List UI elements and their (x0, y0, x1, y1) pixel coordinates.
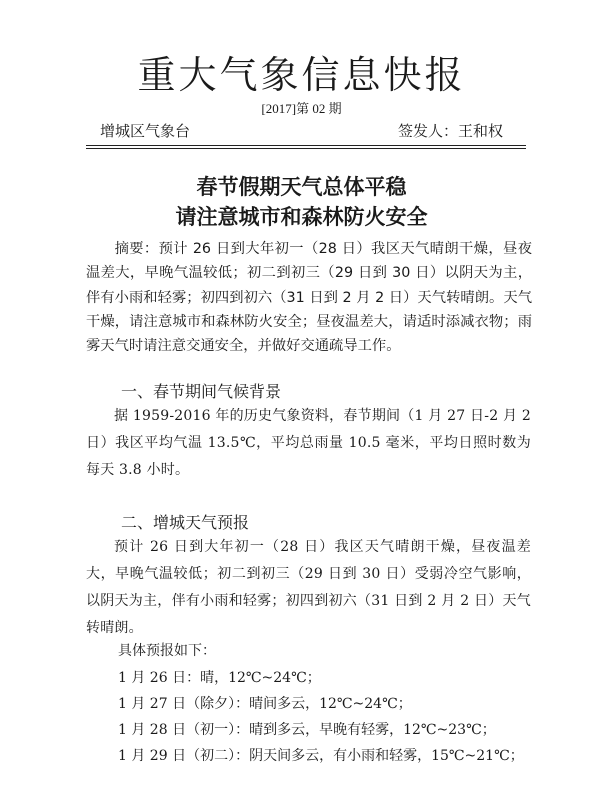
headline-line-2: 请注意城市和森林防火安全 (175, 205, 428, 229)
section-1-body: 据 1959-2016 年的历史气象资料，春节期间（1 月 27 日-2 月 2 日）我区平均气温 13.5℃，平均总雨量 10.5 毫米，平均日照时数为每天 3.8 小时。 (86, 408, 531, 478)
forecast-day-line: 1 月 28 日（初一）：晴到多云，早晚有轻雾，12℃~23℃； (118, 722, 496, 738)
header-rule-bottom (86, 148, 526, 149)
forecast-day-line: 1 月 29 日（初二）：阴天间多云，有小雨和轻雾，15℃~21℃； (118, 748, 524, 764)
issuer-name: 增城区气象台 (100, 122, 191, 140)
section-2-body: 预计 26 日到大年初一（28 日）我区天气晴朗干燥，昼夜温差大，早晚气温较低；初二到初三（29 日到 30 日）受弱冷空气影响，以阴天为主，伴有小雨和轻雾；初四到初六（31 日到 2 月 2 日）天气转晴朗。 (86, 539, 531, 636)
forecast-day-line: 1 月 27 日（除夕）：晴间多云，12℃~24℃； (118, 696, 412, 712)
headline-line-1: 春节假期天气总体平稳 (196, 175, 407, 199)
section-1-heading: 一、春节期间气候背景 (121, 382, 282, 401)
signer-name: 签发人：王和权 (398, 122, 504, 140)
header-rule-top (86, 145, 526, 146)
forecast-intro: 具体预报如下： (118, 643, 216, 659)
issue-number: [2017]第 02 期 (261, 101, 342, 116)
masthead-title: 重大气象信息快报 (137, 53, 466, 97)
summary-paragraph: 摘要：预计 26 日到大年初一（28 日）我区天气晴朗干燥，昼夜温差大，早晚气温较低；初二到初三（29 日到 30 日）以阴天为主，伴有小雨和轻雾；初四到初六（31 日到 2 月 2 日）天气转晴朗。天气干燥，请注意城市和森林防火安全；昼夜温差大，请适时添减衣物；雨雾天气时请注意交通安全，并做好交通疏导工作。 (86, 241, 532, 355)
section-2-heading: 二、增城天气预报 (121, 513, 250, 532)
forecast-day-line: 1 月 26 日：晴，12℃~24℃； (118, 670, 321, 686)
